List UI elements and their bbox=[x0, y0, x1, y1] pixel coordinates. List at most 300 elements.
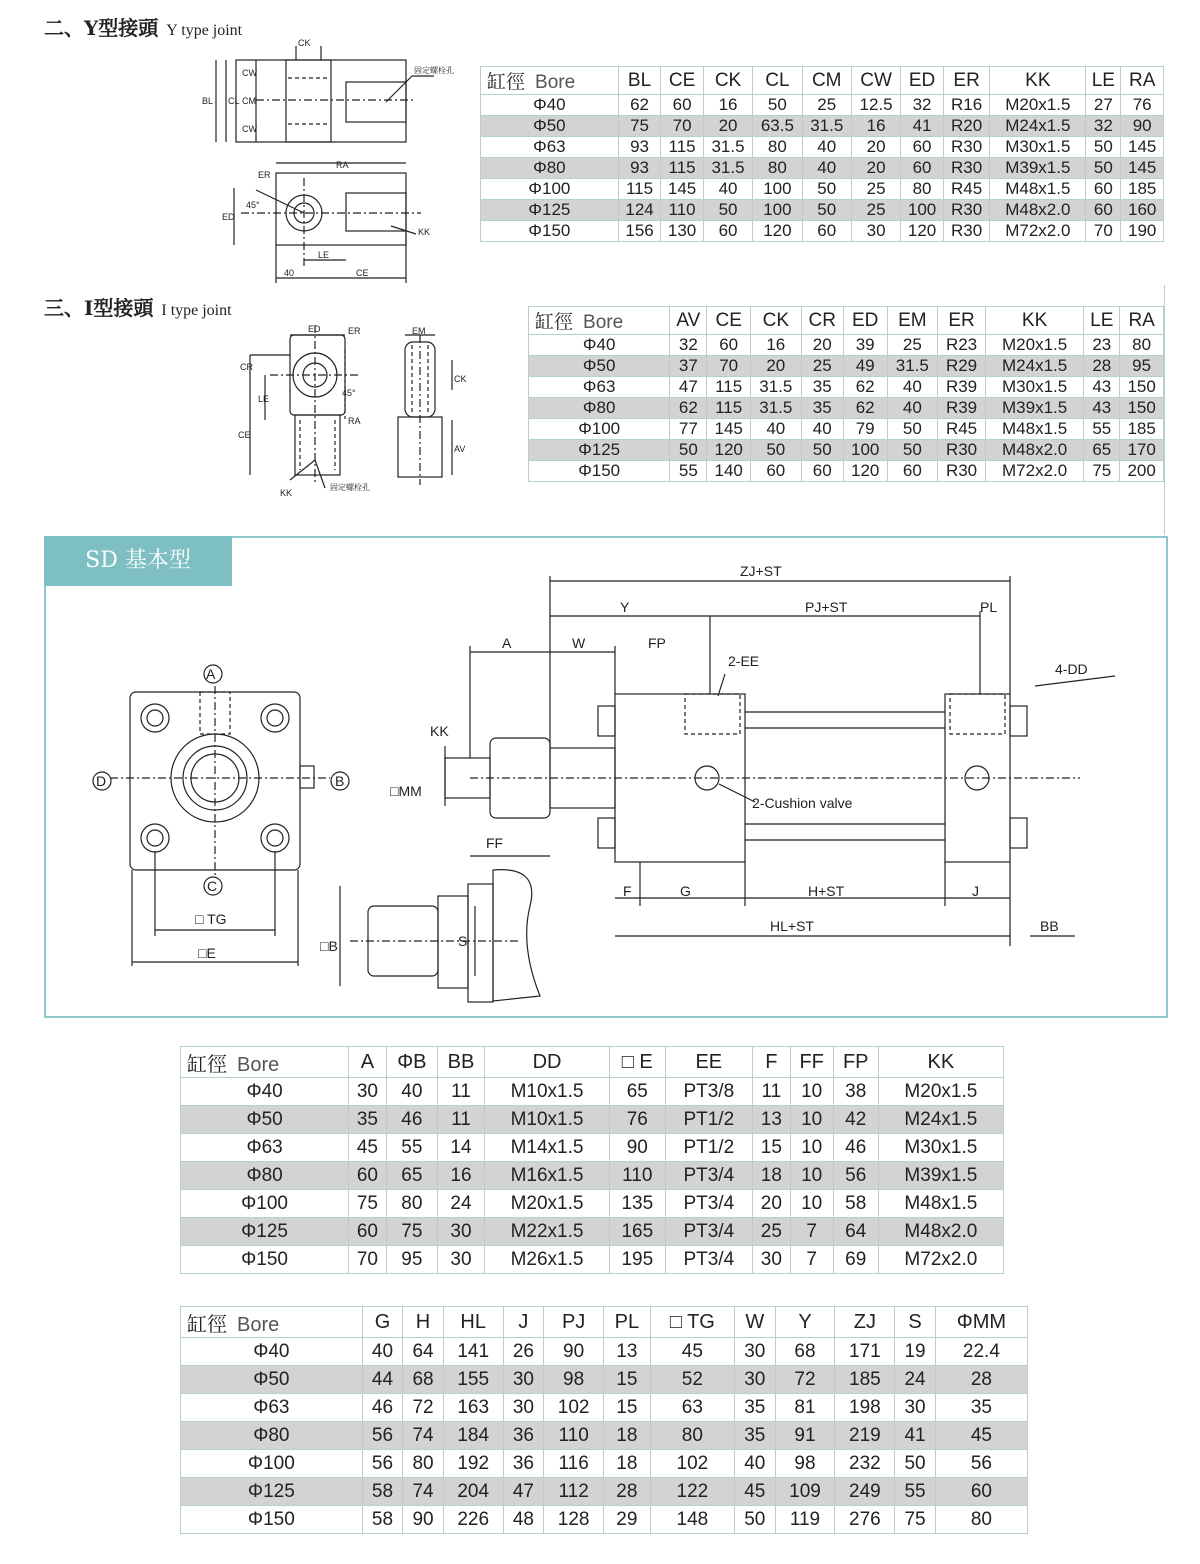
g-label: G bbox=[680, 883, 691, 899]
table-cell: 80 bbox=[753, 158, 802, 179]
table-cell: 56 bbox=[833, 1162, 878, 1190]
column-header: CL bbox=[753, 67, 802, 95]
table-cell: 50 bbox=[802, 179, 851, 200]
table-cell: 42 bbox=[833, 1106, 878, 1134]
table-cell: 41 bbox=[895, 1422, 936, 1450]
table-cell: 15 bbox=[753, 1134, 791, 1162]
table-cell: 219 bbox=[835, 1422, 895, 1450]
column-header: EE bbox=[665, 1047, 753, 1078]
y-diag-cl: CL bbox=[228, 96, 240, 106]
table-cell: 31.5 bbox=[703, 137, 752, 158]
table-cell: 79 bbox=[843, 419, 887, 440]
table-cell: 11 bbox=[438, 1078, 485, 1106]
table-cell: M20x1.5 bbox=[878, 1078, 1003, 1106]
table-cell: M10x1.5 bbox=[484, 1078, 609, 1106]
y-diag-ce: CE bbox=[356, 268, 369, 278]
table-row bbox=[529, 398, 1164, 419]
h-label: H+ST bbox=[808, 883, 845, 899]
table-cell: 135 bbox=[610, 1190, 665, 1218]
table-cell: 60 bbox=[901, 137, 944, 158]
table-cell: PT3/4 bbox=[665, 1190, 753, 1218]
table-cell: 124 bbox=[618, 200, 661, 221]
column-header: LE bbox=[1084, 307, 1120, 335]
port-d-label: D bbox=[96, 773, 107, 789]
table-cell: 40 bbox=[801, 419, 843, 440]
table-cell: 35 bbox=[935, 1394, 1027, 1422]
y-joint-table bbox=[480, 66, 1164, 242]
table-cell: M30x1.5 bbox=[985, 377, 1083, 398]
column-header: F bbox=[753, 1047, 791, 1078]
table-cell: 100 bbox=[753, 200, 802, 221]
table-cell: 55 bbox=[1084, 419, 1120, 440]
table-cell: 31.5 bbox=[887, 356, 938, 377]
table-cell: 195 bbox=[610, 1246, 665, 1274]
table-cell: M48x2.0 bbox=[878, 1218, 1003, 1246]
table-cell: 10 bbox=[790, 1106, 833, 1134]
table-cell: 15 bbox=[604, 1394, 651, 1422]
column-header: ΦMM bbox=[935, 1307, 1027, 1338]
table-cell: 47 bbox=[503, 1478, 544, 1506]
table-cell: 56 bbox=[362, 1422, 403, 1450]
table-cell: R30 bbox=[943, 158, 990, 179]
table-cell: M48x2.0 bbox=[985, 440, 1083, 461]
table-cell: 35 bbox=[801, 398, 843, 419]
bore-header: 缸徑 Bore bbox=[481, 67, 619, 95]
table-cell: 18 bbox=[604, 1422, 651, 1450]
table-cell: 55 bbox=[895, 1478, 936, 1506]
table-cell: 226 bbox=[443, 1506, 503, 1534]
table-cell: R30 bbox=[943, 137, 990, 158]
bore-cell: Φ80 bbox=[481, 158, 619, 179]
y-label: Y bbox=[620, 599, 630, 615]
table-cell: 40 bbox=[887, 398, 938, 419]
table-cell: 62 bbox=[843, 398, 887, 419]
kk-label: KK bbox=[430, 723, 449, 739]
table-cell: 10 bbox=[790, 1162, 833, 1190]
column-header: ZJ bbox=[835, 1307, 895, 1338]
i-diag-er: ER bbox=[348, 326, 361, 336]
table-cell: M24x1.5 bbox=[985, 356, 1083, 377]
sd-table-2 bbox=[180, 1306, 1028, 1534]
table-row bbox=[529, 461, 1164, 482]
table-cell: 30 bbox=[349, 1078, 387, 1106]
pj-label: PJ+ST bbox=[805, 599, 848, 615]
table-cell: M30x1.5 bbox=[990, 137, 1086, 158]
table-cell: 72 bbox=[775, 1366, 835, 1394]
table-cell: M24x1.5 bbox=[878, 1106, 1003, 1134]
table-cell: 60 bbox=[349, 1162, 387, 1190]
table-cell: 20 bbox=[801, 335, 843, 356]
table-cell: 145 bbox=[707, 419, 751, 440]
table-cell: 25 bbox=[753, 1218, 791, 1246]
table-cell: 170 bbox=[1120, 440, 1164, 461]
table-cell: 62 bbox=[618, 95, 661, 116]
table-cell: M72x2.0 bbox=[985, 461, 1083, 482]
i-diag-em: EM bbox=[412, 326, 426, 336]
table-cell: 120 bbox=[707, 440, 751, 461]
table-cell: 100 bbox=[901, 200, 944, 221]
table-cell: 11 bbox=[438, 1106, 485, 1134]
table-cell: 70 bbox=[349, 1246, 387, 1274]
table-cell: 26 bbox=[503, 1338, 544, 1366]
table-cell: 40 bbox=[750, 419, 801, 440]
mm-label: □MM bbox=[390, 783, 422, 799]
table-cell: 39 bbox=[843, 335, 887, 356]
table-cell: 45 bbox=[349, 1134, 387, 1162]
y-diag-angle: 45° bbox=[246, 200, 260, 210]
bore-cell: Φ125 bbox=[529, 440, 670, 461]
table-cell: 28 bbox=[935, 1366, 1027, 1394]
table-cell: 109 bbox=[775, 1478, 835, 1506]
table-cell: 102 bbox=[650, 1450, 734, 1478]
table-cell: 10 bbox=[790, 1190, 833, 1218]
table-cell: PT3/8 bbox=[665, 1078, 753, 1106]
table-cell: 29 bbox=[604, 1506, 651, 1534]
table-cell: 81 bbox=[775, 1394, 835, 1422]
table-cell: 10 bbox=[790, 1134, 833, 1162]
table-cell: M48x1.5 bbox=[878, 1190, 1003, 1218]
column-header: CE bbox=[707, 307, 751, 335]
table-cell: 58 bbox=[362, 1506, 403, 1534]
i-joint-title-en: I type joint bbox=[161, 302, 232, 319]
table-cell: 52 bbox=[650, 1366, 734, 1394]
table-cell: 16 bbox=[750, 335, 801, 356]
zj-label: ZJ+ST bbox=[740, 566, 782, 579]
column-header: ΦB bbox=[386, 1047, 437, 1078]
i-diag-kk: KK bbox=[280, 488, 293, 498]
i-diag-bolt-hole: 固定螺栓孔 bbox=[330, 483, 370, 492]
table-cell: 185 bbox=[1120, 419, 1164, 440]
table-cell: 19 bbox=[895, 1338, 936, 1366]
table-cell: 115 bbox=[661, 137, 704, 158]
table-cell: 120 bbox=[901, 221, 944, 242]
i-diag-cr: CR bbox=[240, 362, 253, 372]
table-cell: 190 bbox=[1121, 221, 1164, 242]
table-cell: 116 bbox=[544, 1450, 604, 1478]
bb-label: BB bbox=[1040, 918, 1059, 934]
fp-label: FP bbox=[648, 635, 666, 651]
table-cell: 115 bbox=[661, 158, 704, 179]
table-cell: 20 bbox=[753, 1190, 791, 1218]
table-cell: 80 bbox=[386, 1190, 437, 1218]
table-cell: 40 bbox=[362, 1338, 403, 1366]
table-cell: 185 bbox=[835, 1366, 895, 1394]
table-cell: 110 bbox=[661, 200, 704, 221]
table-cell: 58 bbox=[362, 1478, 403, 1506]
table-cell: 60 bbox=[802, 221, 851, 242]
table-cell: 37 bbox=[670, 356, 707, 377]
column-header: FF bbox=[790, 1047, 833, 1078]
table-cell: 30 bbox=[753, 1246, 791, 1274]
table-cell: 140 bbox=[707, 461, 751, 482]
table-cell: 232 bbox=[835, 1450, 895, 1478]
table-cell: 18 bbox=[604, 1450, 651, 1478]
table-cell: 23 bbox=[1084, 335, 1120, 356]
table-row bbox=[529, 377, 1164, 398]
table-cell: 30 bbox=[851, 221, 900, 242]
column-header: KK bbox=[990, 67, 1086, 95]
column-header: J bbox=[503, 1307, 544, 1338]
table-cell: 60 bbox=[801, 461, 843, 482]
table-cell: 30 bbox=[438, 1246, 485, 1274]
bore-cell: Φ50 bbox=[181, 1366, 363, 1394]
column-header: W bbox=[735, 1307, 776, 1338]
column-header: EM bbox=[887, 307, 938, 335]
table-cell: 80 bbox=[901, 179, 944, 200]
bore-cell: Φ40 bbox=[481, 95, 619, 116]
table-cell: 40 bbox=[802, 158, 851, 179]
table-cell: 50 bbox=[750, 440, 801, 461]
table-cell: 50 bbox=[887, 419, 938, 440]
table-cell: 40 bbox=[887, 377, 938, 398]
table-cell: 68 bbox=[403, 1366, 444, 1394]
table-cell: 38 bbox=[833, 1078, 878, 1106]
table-row bbox=[181, 1506, 1028, 1534]
table-cell: R29 bbox=[938, 356, 986, 377]
table-cell: 120 bbox=[843, 461, 887, 482]
table-cell: 49 bbox=[843, 356, 887, 377]
bore-cell: Φ100 bbox=[529, 419, 670, 440]
column-header: G bbox=[362, 1307, 403, 1338]
table-cell: 47 bbox=[670, 377, 707, 398]
table-cell: 90 bbox=[544, 1338, 604, 1366]
table-cell: 156 bbox=[618, 221, 661, 242]
table-cell: 65 bbox=[610, 1078, 665, 1106]
table-cell: 50 bbox=[801, 440, 843, 461]
table-cell: PT3/4 bbox=[665, 1162, 753, 1190]
table-cell: R30 bbox=[938, 440, 986, 461]
table-cell: 90 bbox=[610, 1134, 665, 1162]
table-cell: 16 bbox=[438, 1162, 485, 1190]
y-diag-ed: ED bbox=[222, 212, 235, 222]
table-cell: 62 bbox=[670, 398, 707, 419]
table-cell: 41 bbox=[901, 116, 944, 137]
table-cell: 60 bbox=[901, 158, 944, 179]
table-cell: 75 bbox=[618, 116, 661, 137]
table-cell: 276 bbox=[835, 1506, 895, 1534]
bore-cell: Φ80 bbox=[529, 398, 670, 419]
table-cell: 30 bbox=[503, 1366, 544, 1394]
column-header: RA bbox=[1121, 67, 1164, 95]
table-cell: R30 bbox=[943, 200, 990, 221]
table-cell: 12.5 bbox=[851, 95, 900, 116]
sd-table-1 bbox=[180, 1046, 1004, 1274]
table-cell: 50 bbox=[670, 440, 707, 461]
bore-cell: Φ50 bbox=[529, 356, 670, 377]
sd-diagram bbox=[50, 566, 1160, 1006]
table-cell: 80 bbox=[403, 1450, 444, 1478]
table-cell: 45 bbox=[650, 1338, 734, 1366]
table-cell: 25 bbox=[851, 179, 900, 200]
table-cell: 50 bbox=[1086, 158, 1121, 179]
table-cell: 102 bbox=[544, 1394, 604, 1422]
table-row bbox=[181, 1078, 1004, 1106]
column-header: ER bbox=[943, 67, 990, 95]
column-header: CK bbox=[750, 307, 801, 335]
column-header: □ TG bbox=[650, 1307, 734, 1338]
column-header: FP bbox=[833, 1047, 878, 1078]
table-cell: 90 bbox=[403, 1506, 444, 1534]
column-header: CE bbox=[661, 67, 704, 95]
table-row bbox=[181, 1162, 1004, 1190]
table-row bbox=[181, 1106, 1004, 1134]
table-cell: 145 bbox=[661, 179, 704, 200]
table-cell: 55 bbox=[670, 461, 707, 482]
y-diag-er: ER bbox=[258, 170, 271, 180]
table-cell: 160 bbox=[1121, 200, 1164, 221]
table-cell: M48x1.5 bbox=[990, 179, 1086, 200]
table-cell: R39 bbox=[938, 377, 986, 398]
table-cell: 30 bbox=[735, 1338, 776, 1366]
bore-header: 缸徑 Bore bbox=[181, 1307, 363, 1338]
table-cell: 115 bbox=[618, 179, 661, 200]
column-header: CK bbox=[703, 67, 752, 95]
column-header: CM bbox=[802, 67, 851, 95]
table-cell: 30 bbox=[503, 1394, 544, 1422]
table-cell: 68 bbox=[775, 1338, 835, 1366]
table-cell: 165 bbox=[610, 1218, 665, 1246]
table-cell: 69 bbox=[833, 1246, 878, 1274]
table-row bbox=[481, 95, 1164, 116]
port-b-label: B bbox=[335, 773, 345, 789]
table-cell: 70 bbox=[661, 116, 704, 137]
table-cell: 63 bbox=[650, 1394, 734, 1422]
column-header: PL bbox=[604, 1307, 651, 1338]
i-joint-title-cn: 三、I型接頭 bbox=[44, 296, 154, 320]
table-cell: 60 bbox=[661, 95, 704, 116]
table-cell: 36 bbox=[503, 1422, 544, 1450]
table-cell: 28 bbox=[604, 1478, 651, 1506]
table-cell: 56 bbox=[362, 1450, 403, 1478]
table-cell: R39 bbox=[938, 398, 986, 419]
table-cell: PT3/4 bbox=[665, 1246, 753, 1274]
table-cell: 80 bbox=[1120, 335, 1164, 356]
table-cell: 50 bbox=[895, 1450, 936, 1478]
column-header: S bbox=[895, 1307, 936, 1338]
column-header: KK bbox=[878, 1047, 1003, 1078]
table-row bbox=[481, 200, 1164, 221]
table-cell: 40 bbox=[703, 179, 752, 200]
table-cell: M39x1.5 bbox=[990, 158, 1086, 179]
table-cell: PT3/4 bbox=[665, 1218, 753, 1246]
y-diag-cw2: CW bbox=[242, 124, 257, 134]
table-cell: 32 bbox=[1086, 116, 1121, 137]
table-cell: 249 bbox=[835, 1478, 895, 1506]
bore-cell: Φ40 bbox=[529, 335, 670, 356]
table-cell: 112 bbox=[544, 1478, 604, 1506]
table-cell: 119 bbox=[775, 1506, 835, 1534]
table-cell: 24 bbox=[438, 1190, 485, 1218]
table-cell: 141 bbox=[443, 1338, 503, 1366]
table-cell: 60 bbox=[707, 335, 751, 356]
table-cell: 60 bbox=[887, 461, 938, 482]
table-cell: 30 bbox=[438, 1218, 485, 1246]
bore-cell: Φ100 bbox=[181, 1190, 349, 1218]
s-label: S bbox=[458, 933, 468, 949]
j-label: J bbox=[972, 883, 979, 899]
table-cell: 75 bbox=[386, 1218, 437, 1246]
column-header: LE bbox=[1086, 67, 1121, 95]
column-header: □ E bbox=[610, 1047, 665, 1078]
i-joint-diagram bbox=[230, 320, 480, 505]
table-cell: 31.5 bbox=[750, 398, 801, 419]
table-cell: 192 bbox=[443, 1450, 503, 1478]
table-cell: M72x2.0 bbox=[990, 221, 1086, 242]
table-cell: M22x1.5 bbox=[484, 1218, 609, 1246]
table-row bbox=[181, 1394, 1028, 1422]
table-cell: 80 bbox=[935, 1506, 1027, 1534]
ee-label: 2-EE bbox=[728, 653, 760, 669]
table-cell: 91 bbox=[775, 1422, 835, 1450]
table-cell: 16 bbox=[851, 116, 900, 137]
table-cell: 60 bbox=[935, 1478, 1027, 1506]
column-header: AV bbox=[670, 307, 707, 335]
table-cell: 115 bbox=[707, 398, 751, 419]
y-joint-title-en: Y type joint bbox=[166, 22, 243, 39]
bore-cell: Φ63 bbox=[181, 1134, 349, 1162]
table-cell: 93 bbox=[618, 158, 661, 179]
table-cell: 95 bbox=[1120, 356, 1164, 377]
table-cell: 35 bbox=[801, 377, 843, 398]
table-cell: 20 bbox=[703, 116, 752, 137]
table-cell: 56 bbox=[935, 1450, 1027, 1478]
table-cell: 60 bbox=[703, 221, 752, 242]
table-row bbox=[481, 221, 1164, 242]
table-cell: 7 bbox=[790, 1218, 833, 1246]
b-label: □B bbox=[320, 938, 338, 954]
table-cell: 40 bbox=[735, 1450, 776, 1478]
table-cell: 25 bbox=[851, 200, 900, 221]
table-cell: 27 bbox=[1086, 95, 1121, 116]
table-cell: 50 bbox=[887, 440, 938, 461]
table-cell: 55 bbox=[386, 1134, 437, 1162]
table-cell: 30 bbox=[735, 1366, 776, 1394]
table-cell: 130 bbox=[661, 221, 704, 242]
table-cell: 43 bbox=[1084, 398, 1120, 419]
table-cell: 64 bbox=[833, 1218, 878, 1246]
table-cell: 13 bbox=[753, 1106, 791, 1134]
table-cell: M24x1.5 bbox=[990, 116, 1086, 137]
table-cell: M30x1.5 bbox=[878, 1134, 1003, 1162]
pl-label: PL bbox=[980, 599, 998, 615]
table-cell: 74 bbox=[403, 1422, 444, 1450]
table-cell: 93 bbox=[618, 137, 661, 158]
y-diag-ra: RA bbox=[336, 160, 349, 170]
bore-cell: Φ40 bbox=[181, 1078, 349, 1106]
bore-cell: Φ50 bbox=[481, 116, 619, 137]
cushion-label: 2-Cushion valve bbox=[752, 795, 853, 811]
table-cell: 14 bbox=[438, 1134, 485, 1162]
table-cell: 40 bbox=[386, 1078, 437, 1106]
y-joint-title bbox=[44, 12, 242, 41]
table-cell: M26x1.5 bbox=[484, 1246, 609, 1274]
table-cell: 31.5 bbox=[802, 116, 851, 137]
table-cell: 128 bbox=[544, 1506, 604, 1534]
bore-cell: Φ63 bbox=[181, 1394, 363, 1422]
table-row bbox=[481, 179, 1164, 200]
table-cell: 60 bbox=[1086, 179, 1121, 200]
bore-cell: Φ63 bbox=[529, 377, 670, 398]
table-cell: 60 bbox=[1086, 200, 1121, 221]
bore-cell: Φ63 bbox=[481, 137, 619, 158]
table-cell: 95 bbox=[386, 1246, 437, 1274]
table-cell: 74 bbox=[403, 1478, 444, 1506]
table-cell: PT1/2 bbox=[665, 1134, 753, 1162]
bore-cell: Φ40 bbox=[181, 1338, 363, 1366]
y-diag-bl: BL bbox=[202, 96, 214, 106]
table-cell: 75 bbox=[895, 1506, 936, 1534]
table-cell: M16x1.5 bbox=[484, 1162, 609, 1190]
